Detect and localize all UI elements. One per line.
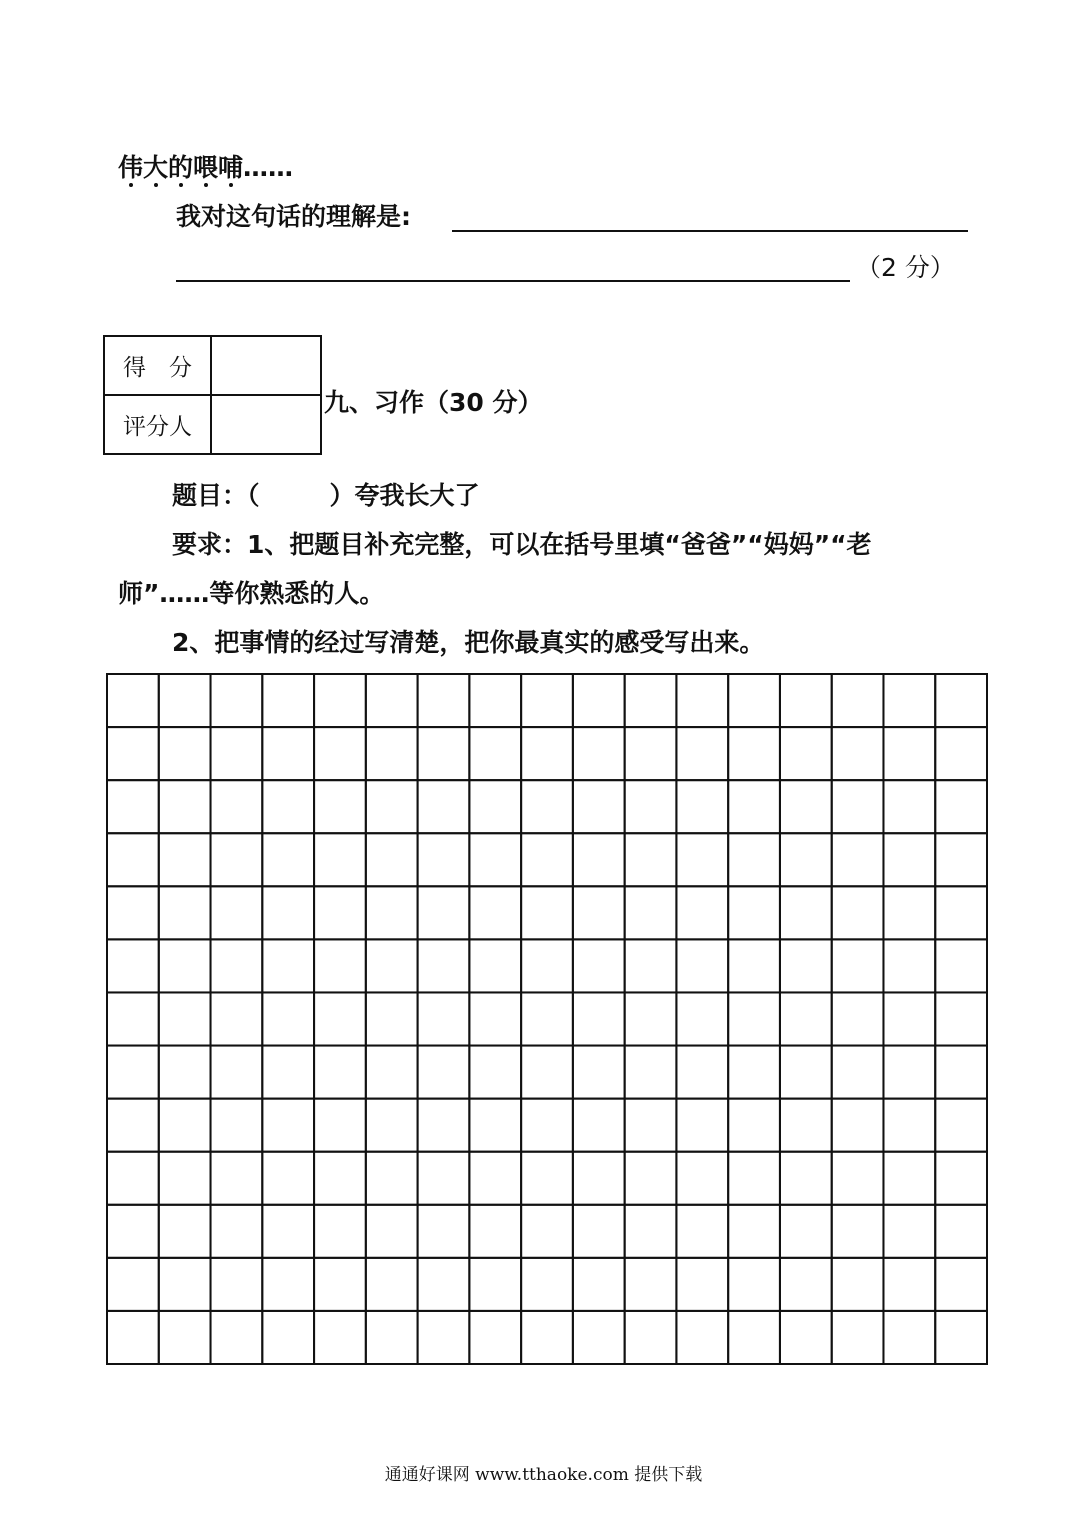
- grid-cell[interactable]: [314, 674, 366, 727]
- grid-cell[interactable]: [883, 886, 935, 939]
- grid-cell[interactable]: [625, 939, 677, 992]
- essay-topic: [172, 480, 480, 512]
- grid-cell[interactable]: [728, 1099, 780, 1152]
- grid-cell[interactable]: [625, 727, 677, 780]
- grid-cell[interactable]: [366, 886, 418, 939]
- grid-cell[interactable]: [262, 1046, 314, 1099]
- grid-cell[interactable]: [676, 833, 728, 886]
- grid-cell[interactable]: [469, 1311, 521, 1364]
- grid-cell[interactable]: [469, 886, 521, 939]
- grid-cell[interactable]: [107, 780, 159, 833]
- grid-cell[interactable]: [676, 1258, 728, 1311]
- emphasized-text: 伟大的喂哺: [118, 152, 243, 184]
- grid-cell[interactable]: [832, 780, 884, 833]
- grid-cell[interactable]: [573, 1099, 625, 1152]
- grid-cell[interactable]: [521, 833, 573, 886]
- grid-cell[interactable]: [935, 833, 987, 886]
- section-title: 九、习作（30 分）: [324, 388, 543, 417]
- grid-cell[interactable]: [935, 780, 987, 833]
- grid-cell[interactable]: [883, 780, 935, 833]
- grid-cell[interactable]: [625, 992, 677, 1045]
- grid-cell[interactable]: [935, 1099, 987, 1152]
- grid-cell[interactable]: [625, 1258, 677, 1311]
- grid-cell[interactable]: [728, 1205, 780, 1258]
- grid-cell[interactable]: [314, 1152, 366, 1205]
- grid-cell[interactable]: [366, 727, 418, 780]
- grid-cell[interactable]: [521, 886, 573, 939]
- grid-cell[interactable]: [366, 833, 418, 886]
- grid-cell[interactable]: [314, 1099, 366, 1152]
- grid-cell[interactable]: [521, 939, 573, 992]
- grid-cell[interactable]: [728, 1152, 780, 1205]
- grid-cell[interactable]: [211, 727, 263, 780]
- grid-cell[interactable]: [366, 1099, 418, 1152]
- grid-cell[interactable]: [521, 674, 573, 727]
- grid-cell[interactable]: [366, 674, 418, 727]
- grid-cell[interactable]: [262, 727, 314, 780]
- grid-cell[interactable]: [418, 1205, 470, 1258]
- grid-cell[interactable]: [107, 1311, 159, 1364]
- grid-cell[interactable]: [676, 886, 728, 939]
- score-box: [103, 335, 322, 455]
- grid-cell[interactable]: [573, 1311, 625, 1364]
- grid-cell[interactable]: [935, 674, 987, 727]
- grid-cell[interactable]: [314, 727, 366, 780]
- grid-cell[interactable]: [676, 1205, 728, 1258]
- grid-cell[interactable]: [159, 1205, 211, 1258]
- grid-cell[interactable]: [211, 992, 263, 1045]
- grid-cell[interactable]: [107, 1152, 159, 1205]
- grid-cell[interactable]: [883, 833, 935, 886]
- grid-cell[interactable]: [625, 1205, 677, 1258]
- grid-cell[interactable]: [728, 1258, 780, 1311]
- grid-cell[interactable]: [314, 939, 366, 992]
- grid-cell[interactable]: [418, 674, 470, 727]
- grid-cell[interactable]: [469, 1152, 521, 1205]
- requirement-2: 2、把事情的经过写清楚，把你最真实的感受写出来。: [172, 628, 765, 657]
- grid-cell[interactable]: [625, 674, 677, 727]
- grid-cell[interactable]: [832, 1046, 884, 1099]
- grid-cell[interactable]: [314, 780, 366, 833]
- grid-cell[interactable]: [107, 1205, 159, 1258]
- grid-cell[interactable]: [728, 1046, 780, 1099]
- grid-cell[interactable]: [883, 1258, 935, 1311]
- emphasis-dots: [118, 183, 243, 191]
- grid-cell[interactable]: [832, 1205, 884, 1258]
- grid-cell[interactable]: [935, 1205, 987, 1258]
- grid-cell[interactable]: [521, 1311, 573, 1364]
- continuation-line: [118, 152, 293, 184]
- grid-cell[interactable]: [625, 780, 677, 833]
- grid-cell[interactable]: [573, 674, 625, 727]
- grid-cell[interactable]: [676, 1046, 728, 1099]
- grid-cell[interactable]: [107, 886, 159, 939]
- grid-cell[interactable]: [159, 780, 211, 833]
- grid-cell[interactable]: [728, 886, 780, 939]
- grid-cell[interactable]: [469, 727, 521, 780]
- grid-cell[interactable]: [262, 1311, 314, 1364]
- grid-cell[interactable]: [832, 727, 884, 780]
- grid-cell[interactable]: [832, 1152, 884, 1205]
- grid-cell[interactable]: [780, 886, 832, 939]
- grid-cell[interactable]: [469, 674, 521, 727]
- grid-cell[interactable]: [211, 833, 263, 886]
- grid-cell[interactable]: [935, 727, 987, 780]
- grid-cell[interactable]: [676, 1099, 728, 1152]
- grid-cell[interactable]: [262, 1099, 314, 1152]
- grid-cell[interactable]: [883, 1152, 935, 1205]
- grid-cell[interactable]: [314, 992, 366, 1045]
- grid-cell[interactable]: [211, 1152, 263, 1205]
- grid-cell[interactable]: [107, 727, 159, 780]
- grid-cell[interactable]: [780, 939, 832, 992]
- grid-cell[interactable]: [521, 1152, 573, 1205]
- grid-cell[interactable]: [107, 833, 159, 886]
- grid-cell[interactable]: [521, 1046, 573, 1099]
- grid-cell[interactable]: [676, 992, 728, 1045]
- grid-cell[interactable]: [159, 1152, 211, 1205]
- grid-cell[interactable]: [573, 1046, 625, 1099]
- grid-cell[interactable]: [211, 939, 263, 992]
- grid-cell[interactable]: [883, 992, 935, 1045]
- grid-cell[interactable]: [366, 1152, 418, 1205]
- grid-cell[interactable]: [262, 1205, 314, 1258]
- grid-cell[interactable]: [780, 780, 832, 833]
- grid-cell[interactable]: [262, 939, 314, 992]
- grid-cell[interactable]: [418, 1152, 470, 1205]
- grid-cell[interactable]: [469, 833, 521, 886]
- score-value-cell[interactable]: [211, 336, 321, 395]
- grid-cell[interactable]: [107, 939, 159, 992]
- grid-cell[interactable]: [676, 1311, 728, 1364]
- grid-cell[interactable]: [469, 992, 521, 1045]
- question-score: （2 分）: [856, 253, 955, 282]
- grid-cell[interactable]: [883, 1099, 935, 1152]
- grid-cell[interactable]: [366, 1046, 418, 1099]
- grid-cell[interactable]: [573, 992, 625, 1045]
- grid-cell[interactable]: [418, 780, 470, 833]
- grid-cell[interactable]: [262, 992, 314, 1045]
- grid-cell[interactable]: [418, 727, 470, 780]
- grid-cell[interactable]: [728, 780, 780, 833]
- grid-cell[interactable]: [935, 886, 987, 939]
- grid-cell[interactable]: [211, 1099, 263, 1152]
- grid-cell[interactable]: [935, 1046, 987, 1099]
- grid-cell[interactable]: [159, 674, 211, 727]
- grid-cell[interactable]: [780, 1311, 832, 1364]
- grid-cell[interactable]: [314, 886, 366, 939]
- grid-cell[interactable]: [159, 886, 211, 939]
- grid-cell[interactable]: [676, 674, 728, 727]
- grid-cell[interactable]: [469, 1258, 521, 1311]
- grid-cell[interactable]: [832, 939, 884, 992]
- grid-cell[interactable]: [780, 727, 832, 780]
- grid-cell[interactable]: [418, 833, 470, 886]
- grader-value-cell[interactable]: [211, 395, 321, 454]
- grid-cell[interactable]: [780, 1205, 832, 1258]
- grid-cell[interactable]: [366, 1205, 418, 1258]
- grid-cell[interactable]: [521, 727, 573, 780]
- requirement-1-line-1: 要求：1、把题目补充完整，可以在括号里填“爸爸”“妈妈”“老: [172, 530, 872, 559]
- grid-cell[interactable]: [469, 1046, 521, 1099]
- grid-cell[interactable]: [728, 727, 780, 780]
- grid-cell[interactable]: [935, 992, 987, 1045]
- grid-cell[interactable]: [728, 992, 780, 1045]
- grid-cell[interactable]: [366, 1311, 418, 1364]
- grid-cell[interactable]: [832, 1311, 884, 1364]
- grid-cell[interactable]: [625, 833, 677, 886]
- grid-cell[interactable]: [418, 886, 470, 939]
- grid-cell[interactable]: [262, 886, 314, 939]
- grid-cell[interactable]: [883, 939, 935, 992]
- grid-cell[interactable]: [107, 674, 159, 727]
- grid-cell[interactable]: [314, 833, 366, 886]
- writing-grid[interactable]: [106, 673, 988, 1365]
- grid-cell[interactable]: [676, 780, 728, 833]
- grid-cell[interactable]: [625, 1152, 677, 1205]
- grid-cell[interactable]: [159, 1099, 211, 1152]
- grid-cell[interactable]: [211, 1311, 263, 1364]
- grid-cell[interactable]: [418, 1258, 470, 1311]
- grid-svg: [106, 673, 988, 1365]
- grid-cell[interactable]: [573, 727, 625, 780]
- grid-cell[interactable]: [625, 1046, 677, 1099]
- grid-cell[interactable]: [366, 992, 418, 1045]
- grid-cell[interactable]: [676, 1152, 728, 1205]
- grid-cell[interactable]: [573, 1205, 625, 1258]
- grid-cell[interactable]: [211, 886, 263, 939]
- grid-cell[interactable]: [469, 939, 521, 992]
- grid-cell[interactable]: [211, 1205, 263, 1258]
- grid-cell[interactable]: [469, 780, 521, 833]
- grid-cell[interactable]: [521, 780, 573, 833]
- grid-cell[interactable]: [418, 1046, 470, 1099]
- grid-cell[interactable]: [625, 1099, 677, 1152]
- grid-cell[interactable]: [573, 1152, 625, 1205]
- grid-cell[interactable]: [211, 1046, 263, 1099]
- grid-cell[interactable]: [314, 1258, 366, 1311]
- grid-cell[interactable]: [159, 833, 211, 886]
- grid-cell[interactable]: [883, 1046, 935, 1099]
- grid-cell[interactable]: [107, 992, 159, 1045]
- grid-cell[interactable]: [107, 1099, 159, 1152]
- grid-cell[interactable]: [159, 939, 211, 992]
- grid-cell[interactable]: [780, 833, 832, 886]
- grid-cell[interactable]: [521, 1258, 573, 1311]
- grid-cell[interactable]: [521, 1205, 573, 1258]
- understanding-prompt: 我对这句话的理解是:: [176, 202, 411, 231]
- grid-cell[interactable]: [883, 674, 935, 727]
- grid-cell[interactable]: [366, 939, 418, 992]
- grid-cell[interactable]: [832, 1099, 884, 1152]
- grid-cell[interactable]: [625, 1311, 677, 1364]
- grid-cell[interactable]: [314, 1311, 366, 1364]
- grid-cell[interactable]: [780, 1258, 832, 1311]
- grid-cell[interactable]: [573, 939, 625, 992]
- topic-prefix: 题目：（: [172, 481, 260, 510]
- grid-cell[interactable]: [780, 1152, 832, 1205]
- answer-line-1[interactable]: [452, 230, 968, 232]
- grid-cell[interactable]: [159, 1258, 211, 1311]
- grid-cell[interactable]: [780, 1046, 832, 1099]
- grid-cell[interactable]: [780, 1099, 832, 1152]
- grid-cell[interactable]: [676, 939, 728, 992]
- grid-cell[interactable]: [262, 780, 314, 833]
- grid-cell[interactable]: [935, 939, 987, 992]
- grid-cell[interactable]: [159, 992, 211, 1045]
- grid-cell[interactable]: [314, 1046, 366, 1099]
- grid-cell[interactable]: [262, 833, 314, 886]
- grid-cell[interactable]: [521, 1099, 573, 1152]
- grid-cell[interactable]: [676, 727, 728, 780]
- grid-cell[interactable]: [418, 992, 470, 1045]
- grid-cell[interactable]: [832, 1258, 884, 1311]
- grid-cell[interactable]: [832, 886, 884, 939]
- grid-cell[interactable]: [314, 1205, 366, 1258]
- grid-cell[interactable]: [159, 727, 211, 780]
- grid-cell[interactable]: [573, 780, 625, 833]
- grid-cell[interactable]: [469, 1099, 521, 1152]
- grid-cell[interactable]: [728, 674, 780, 727]
- ellipsis: ……: [243, 153, 294, 182]
- footer-text: 通通好课网 www.tthaoke.com 提供下载: [384, 1465, 703, 1485]
- grid-cell[interactable]: [107, 1046, 159, 1099]
- grid-cell[interactable]: [262, 674, 314, 727]
- grid-cell[interactable]: [625, 886, 677, 939]
- grid-cell[interactable]: [728, 1311, 780, 1364]
- grid-cell[interactable]: [159, 1311, 211, 1364]
- grid-cell[interactable]: [883, 1311, 935, 1364]
- grid-cell[interactable]: [728, 939, 780, 992]
- grid-cell[interactable]: [935, 1311, 987, 1364]
- grid-cell[interactable]: [469, 1205, 521, 1258]
- score-label: 得 分: [104, 336, 211, 395]
- grid-cell[interactable]: [728, 833, 780, 886]
- grid-cell[interactable]: [211, 1258, 263, 1311]
- grid-cell[interactable]: [366, 1258, 418, 1311]
- answer-line-2[interactable]: [176, 280, 850, 282]
- grid-cell[interactable]: [262, 1152, 314, 1205]
- grid-cell[interactable]: [832, 992, 884, 1045]
- grid-cell[interactable]: [159, 1046, 211, 1099]
- grid-cell[interactable]: [935, 1152, 987, 1205]
- grid-cell[interactable]: [418, 1311, 470, 1364]
- grid-cell[interactable]: [107, 1258, 159, 1311]
- grid-cell[interactable]: [780, 674, 832, 727]
- grid-cell[interactable]: [418, 939, 470, 992]
- grid-cell[interactable]: [935, 1258, 987, 1311]
- topic-suffix: ）夸我长大了: [329, 481, 480, 510]
- grid-cell[interactable]: [573, 833, 625, 886]
- grid-cell[interactable]: [832, 674, 884, 727]
- grid-cell[interactable]: [262, 1258, 314, 1311]
- grader-label: 评分人: [104, 395, 211, 454]
- grid-cell[interactable]: [883, 1205, 935, 1258]
- grid-cell[interactable]: [573, 886, 625, 939]
- grid-cell[interactable]: [832, 833, 884, 886]
- grid-cell[interactable]: [211, 780, 263, 833]
- grid-cell[interactable]: [366, 780, 418, 833]
- grid-cell[interactable]: [780, 992, 832, 1045]
- requirement-1-line-2: 师”……等你熟悉的人。: [118, 579, 385, 608]
- grid-cell[interactable]: [418, 1099, 470, 1152]
- grid-cell[interactable]: [521, 992, 573, 1045]
- grid-cell[interactable]: [573, 1258, 625, 1311]
- grid-cell[interactable]: [883, 727, 935, 780]
- grid-cell[interactable]: [211, 674, 263, 727]
